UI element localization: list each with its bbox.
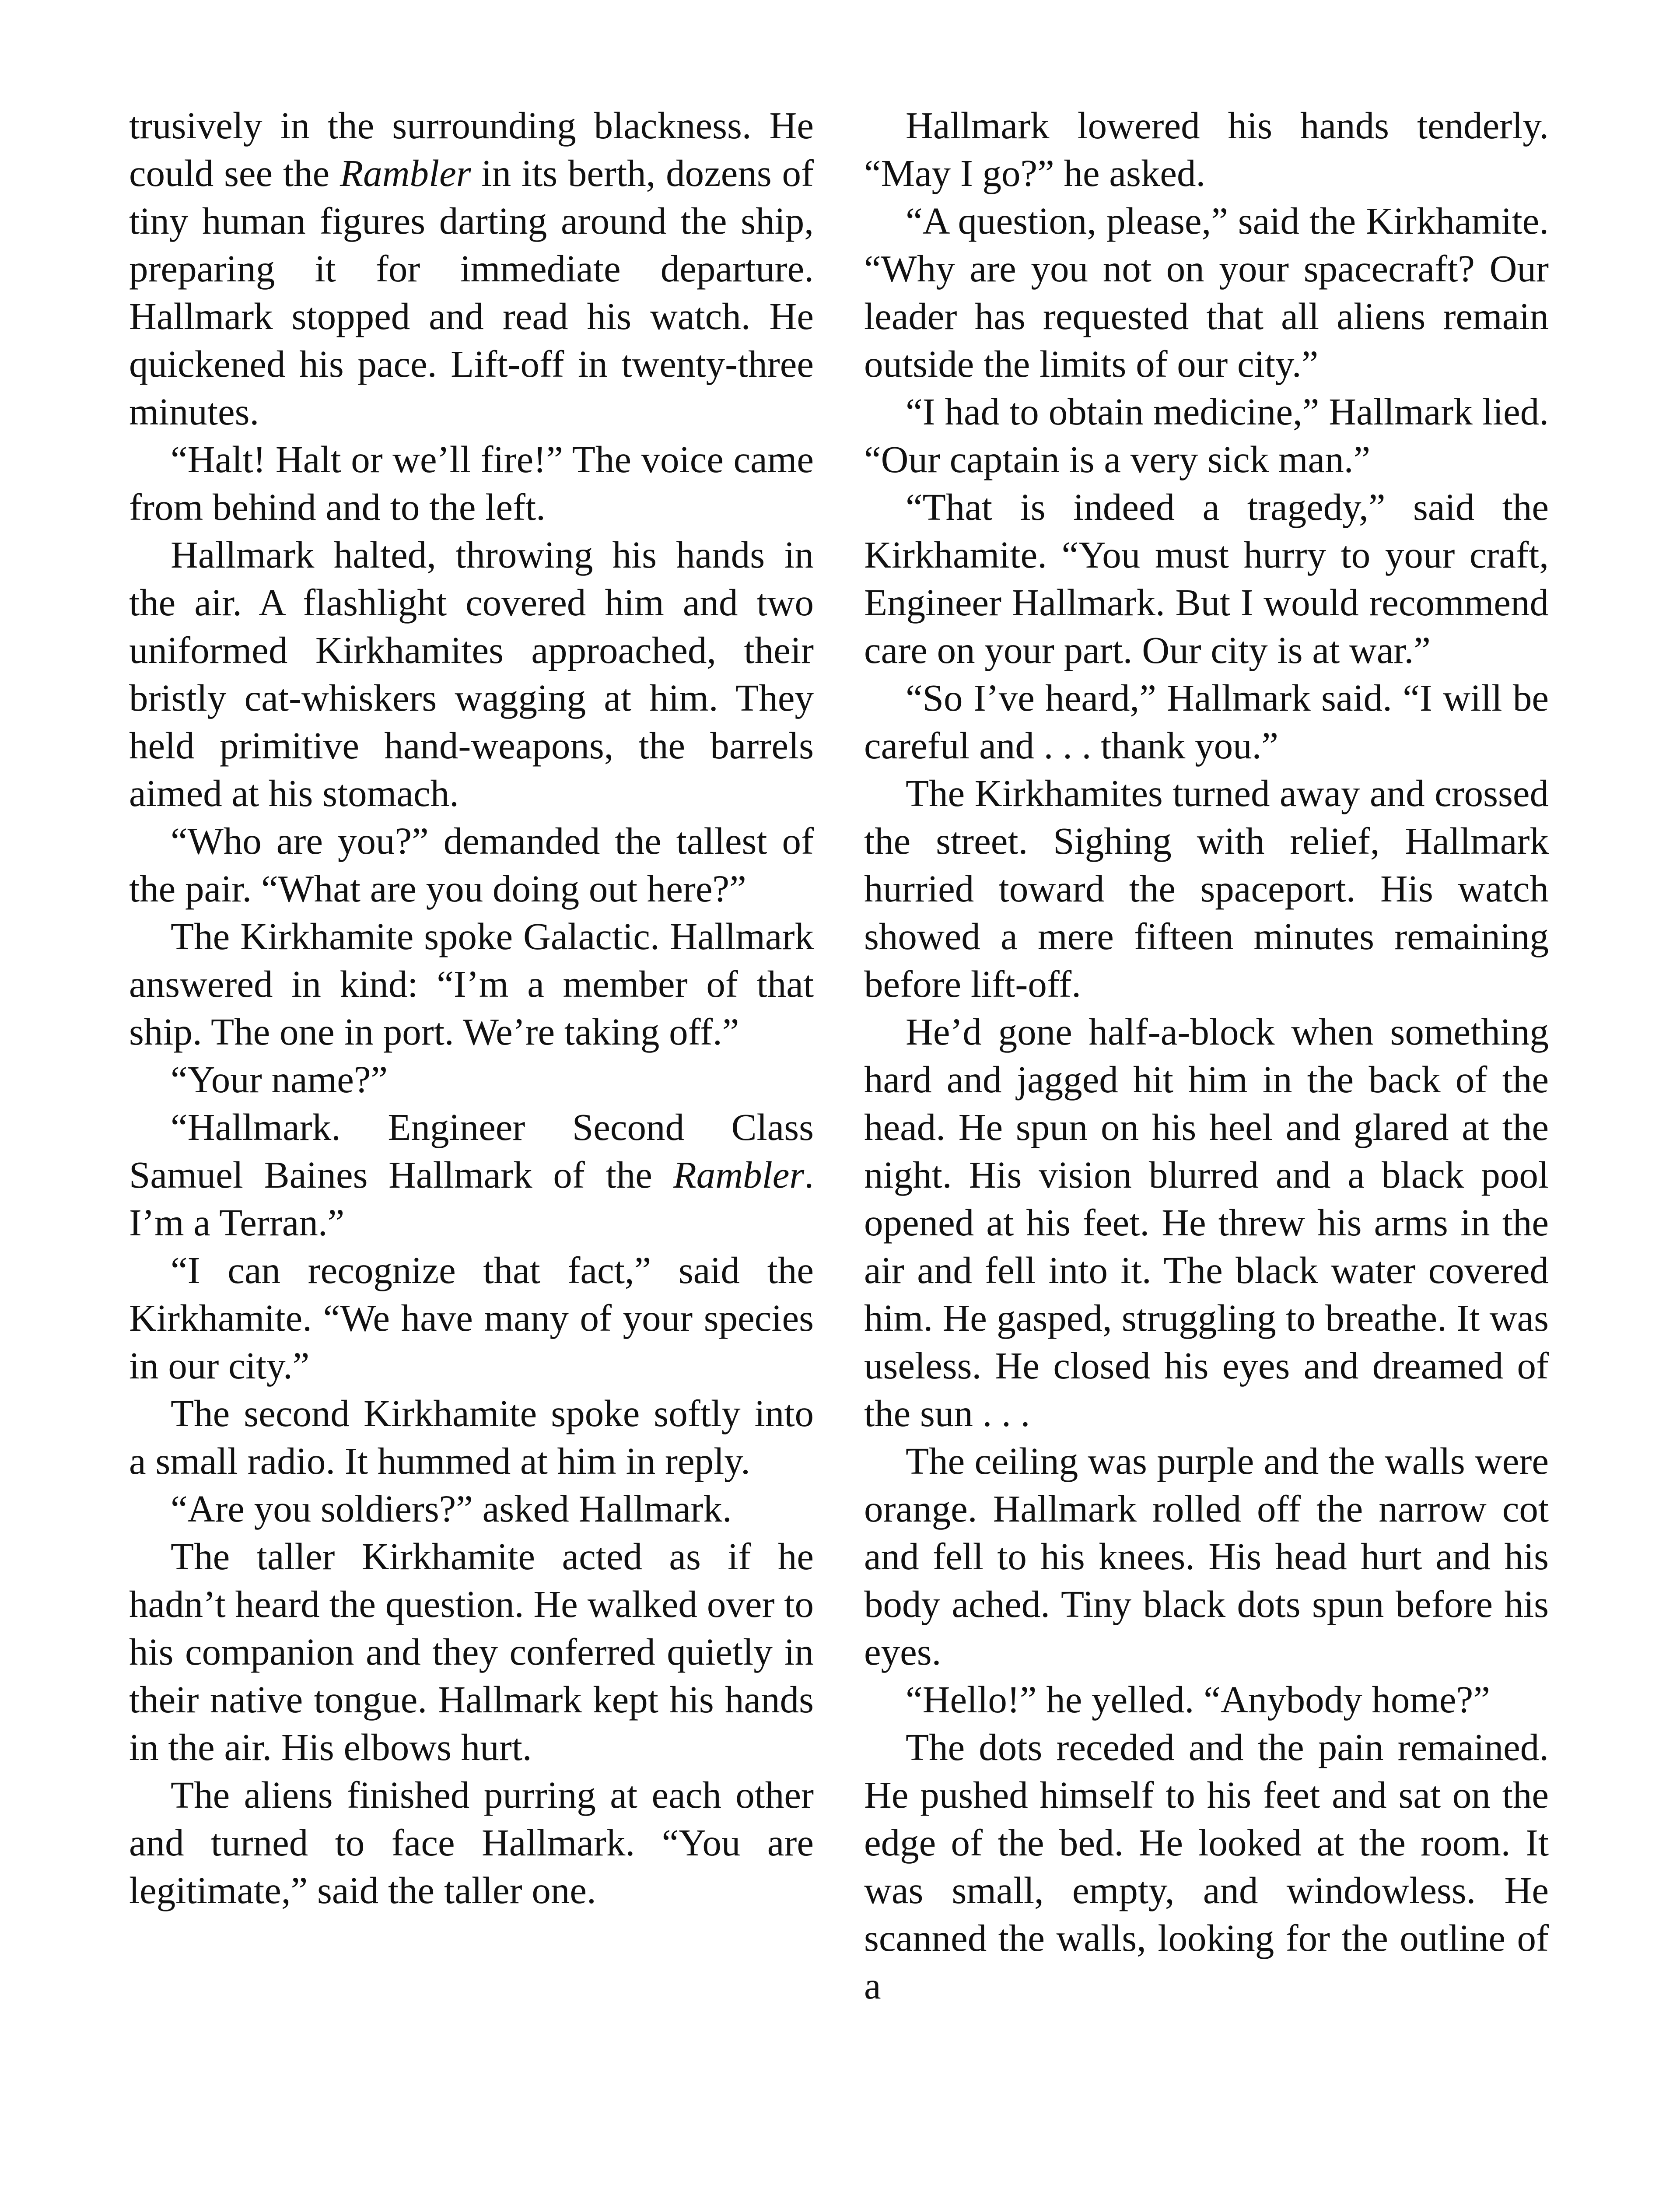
paragraph: trusively in the surrounding blackness. He could see the Rambler in its berth, dozens of tiny human figures darting around the ship, preparing it for immediate departure. Hallmark stopped and read his watch. He quickened his pace. Lift-off in twenty-three minutes. xyxy=(129,104,814,433)
paragraph: “Hello!” he yelled. “Anybody home?” xyxy=(906,1678,1490,1721)
paragraph: “I can recognize that fact,” said the Kirkhamite. “We have many of your species in our city.” xyxy=(129,1249,814,1387)
paragraph: The Kirkhamite spoke Galactic. Hallmark answered in kind: “I’m a member of that ship. The one in port. We’re taking off.” xyxy=(129,915,814,1053)
paragraph: The second Kirkhamite spoke softly into a small radio. It hummed at him in reply. xyxy=(129,1392,814,1482)
paragraph: He’d gone half-a-block when something hard and jagged hit him in the back of the head. He spun on his heel and glared at the night. His vision blurred and a black pool opened at his feet. He threw his arms in the air and fell into it. The black water covered him. He gasped, struggling to breathe. It was useless. He closed his eyes and dreamed of the sun . . . xyxy=(864,1010,1549,1434)
paragraph: The Kirkhamites turned away and crossed the street. Sighing with relief, Hallmark hurried toward the spaceport. His watch showed a mere fifteen minutes remaining before lift-off. xyxy=(864,772,1549,1005)
paragraph: Hallmark halted, throwing his hands in the air. A flashlight covered him and two uniformed Kirkhamites approached, their bristly cat-whiskers wagging at him. They held primitive hand-weapons, the barrels aimed at his stomach. xyxy=(129,533,814,814)
paragraph: Hallmark lowered his hands tenderly. “May I go?” he asked. xyxy=(864,104,1549,194)
left-text-column xyxy=(129,102,814,1914)
paragraph: “Who are you?” demanded the tallest of the pair. “What are you doing out here?” xyxy=(129,820,814,910)
paragraph: “Halt! Halt or we’ll fire!” The voice came from behind and to the left. xyxy=(129,438,814,528)
paragraph: “So I’ve heard,” Hallmark said. “I will be careful and . . . thank you.” xyxy=(864,677,1549,767)
paragraph: “I had to obtain medicine,” Hallmark lied. “Our captain is a very sick man.” xyxy=(864,390,1549,480)
paragraph: The ceiling was purple and the walls were orange. Hallmark rolled off the narrow cot and fell to his knees. His head hurt and his body ached. Tiny black dots spun before his eyes. xyxy=(864,1440,1549,1673)
paragraph: “That is indeed a tragedy,” said the Kirkhamite. “You must hurry to your craft, Engineer Hallmark. But I would recommend care on your part. Our city is at war.” xyxy=(864,486,1549,671)
paragraph: “Your name?” xyxy=(171,1058,388,1101)
paragraph: The dots receded and the pain remained. He pushed himself to his feet and sat on the edge of the bed. He looked at the room. It was small, empty, and windowless. He scanned the walls, looking for the outline of a xyxy=(864,1726,1549,2007)
paragraph: The aliens finished purring at each other and turned to face Hallmark. “You are legitimate,” said the taller one. xyxy=(129,1774,814,1911)
paragraph: The taller Kirkhamite acted as if he hadn’t heard the question. He walked over to his companion and they conferred quietly in their native tongue. Hallmark kept his hands in the air. His elbows hurt. xyxy=(129,1535,814,1768)
paragraph: “Are you soldiers?” asked Hallmark. xyxy=(171,1487,732,1530)
paragraph: “Hallmark. Engineer Second Class Samuel Baines Hallmark of the Rambler. I’m a Terran.” xyxy=(129,1106,814,1244)
paragraph: “A question, please,” said the Kirkhamite. “Why are you not on your spacecraft? Our leader has requested that all aliens remain outside the limits of our city.” xyxy=(864,200,1549,385)
right-text-column xyxy=(864,102,1549,2009)
